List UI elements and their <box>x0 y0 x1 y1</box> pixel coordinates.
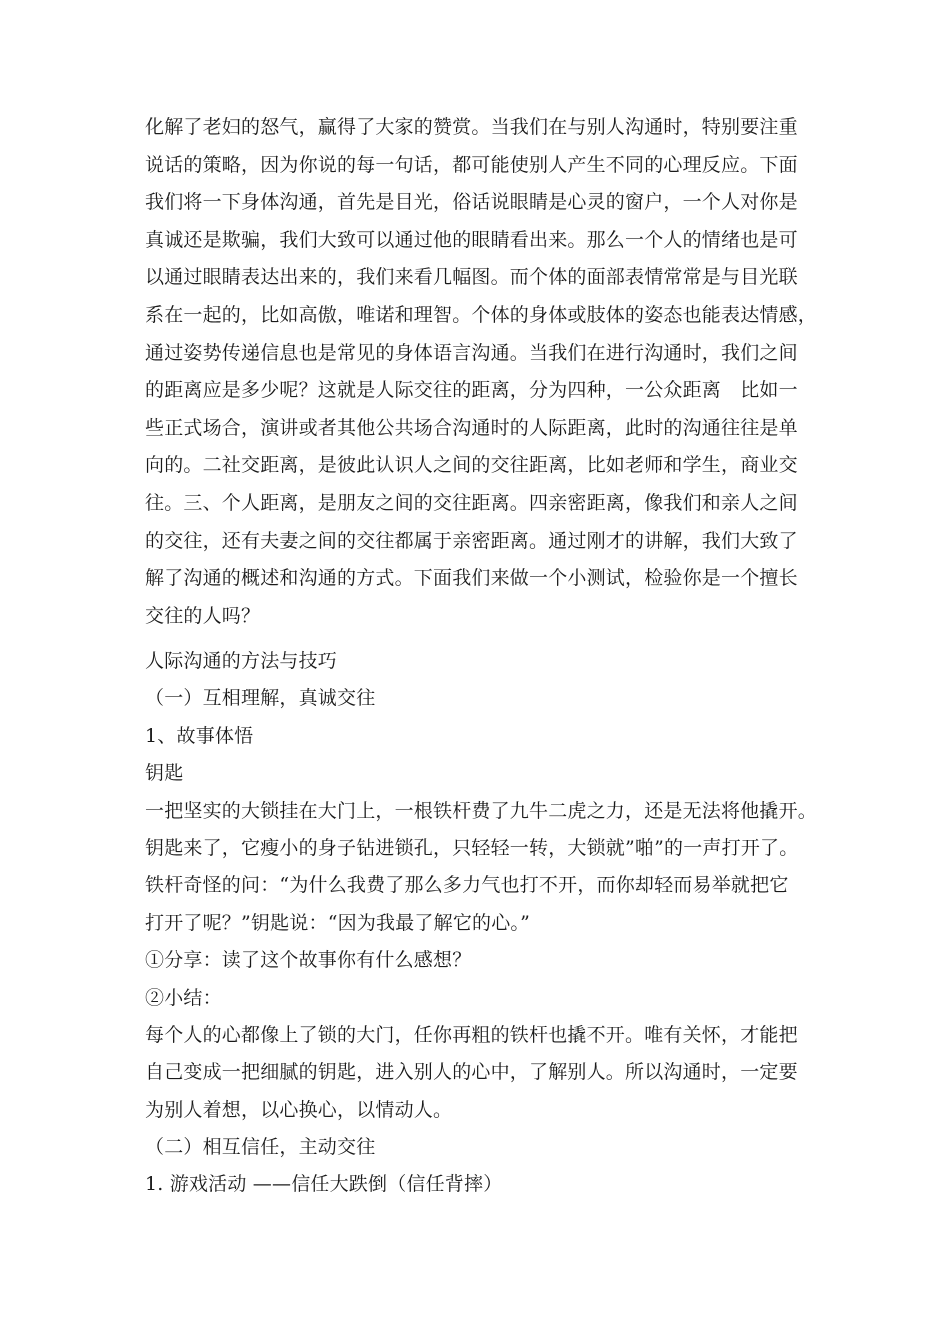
text-line: 的交往，还有夫妻之间的交往都属于亲密距离。通过刚才的讲解，我们大致了 <box>145 529 798 552</box>
text-line: 通过姿势传递信息也是常见的身体语言沟通。当我们在进行沟通时，我们之间 <box>145 341 798 364</box>
text-line: 说话的策略，因为你说的每一句话，都可能使别人产生不同的心理反应。下面 <box>145 153 798 176</box>
methods-section <box>145 643 817 1204</box>
intro-paragraph <box>145 109 817 635</box>
summary-label: ②小结： <box>145 986 222 1009</box>
section-heading: 人际沟通的方法与技巧 <box>145 650 338 672</box>
text-line: 真诚还是欺骗，我们大致可以通过他的眼睛看出来。那么一个人的情绪也是可 <box>145 228 798 251</box>
subsection-heading: （二）相互信任，主动交往 <box>145 1136 376 1159</box>
text-line: 系在一起的，比如高傲，唯诺和理智。个体的身体或肢体的姿态也能表达情感， <box>145 303 818 326</box>
subsection-heading: （一）互相理解，真诚交往 <box>145 687 376 710</box>
summary-line: 每个人的心都像上了锁的大门，任你再粗的铁杆也撬不开。唯有关怀，才能把 <box>145 1023 798 1046</box>
text-line: 的距离应是多少呢？这就是人际交往的距离，分为四种，一公众距离 比如一 <box>145 379 798 402</box>
story-line: 一把坚实的大锁挂在大门上，一根铁杆费了九牛二虎之力，还是无法将他撬开。 <box>145 799 818 822</box>
text-line: 交往的人吗？ <box>145 604 261 627</box>
story-title: 钥匙 <box>145 762 184 785</box>
story-line: 打开了呢？”钥匙说：“因为我最了解它的心。” <box>145 911 531 934</box>
text-line: 解了沟通的概述和沟通的方式。下面我们来做一个小测试，检验你是一个擅长 <box>145 567 798 590</box>
story-line: 钥匙来了，它瘦小的身子钻进锁孔，只轻轻一转，大锁就”啪”的一声打开了。 <box>145 836 799 859</box>
activity-heading: 1. 游戏活动 ——信任大跌倒（信任背摔） <box>145 1173 503 1196</box>
summary-line: 为别人着想，以心换心，以情动人。 <box>145 1098 453 1121</box>
summary-line: 自己变成一把细腻的钥匙，进入别人的心中，了解别人。所以沟通时，一定要 <box>145 1061 798 1084</box>
story-line: 铁杆奇怪的问：“为什么我费了那么多力气也打不开，而你却轻而易举就把它 <box>145 874 789 897</box>
item-heading: 1、故事体悟 <box>145 724 254 747</box>
text-line: 化解了老妇的怒气，赢得了大家的赞赏。当我们在与别人沟通时，特别要注重 <box>145 116 798 138</box>
text-line: 以通过眼睛表达出来的，我们来看几幅图。而个体的面部表情常常是与目光联 <box>145 266 798 289</box>
text-line: 往。三、个人距离，是朋友之间的交往距离。四亲密距离，像我们和亲人之间 <box>145 491 798 514</box>
text-line: 些正式场合，演讲或者其他公共场合沟通时的人际距离，此时的沟通往往是单 <box>145 416 798 439</box>
text-line: 我们将一下身体沟通，首先是目光，俗话说眼睛是心灵的窗户，一个人对你是 <box>145 191 798 214</box>
share-prompt: ①分享：读了这个故事你有什么感想？ <box>145 949 472 972</box>
text-line: 向的。二社交距离，是彼此认识人之间的交往距离，比如老师和学生，商业交 <box>145 454 798 477</box>
